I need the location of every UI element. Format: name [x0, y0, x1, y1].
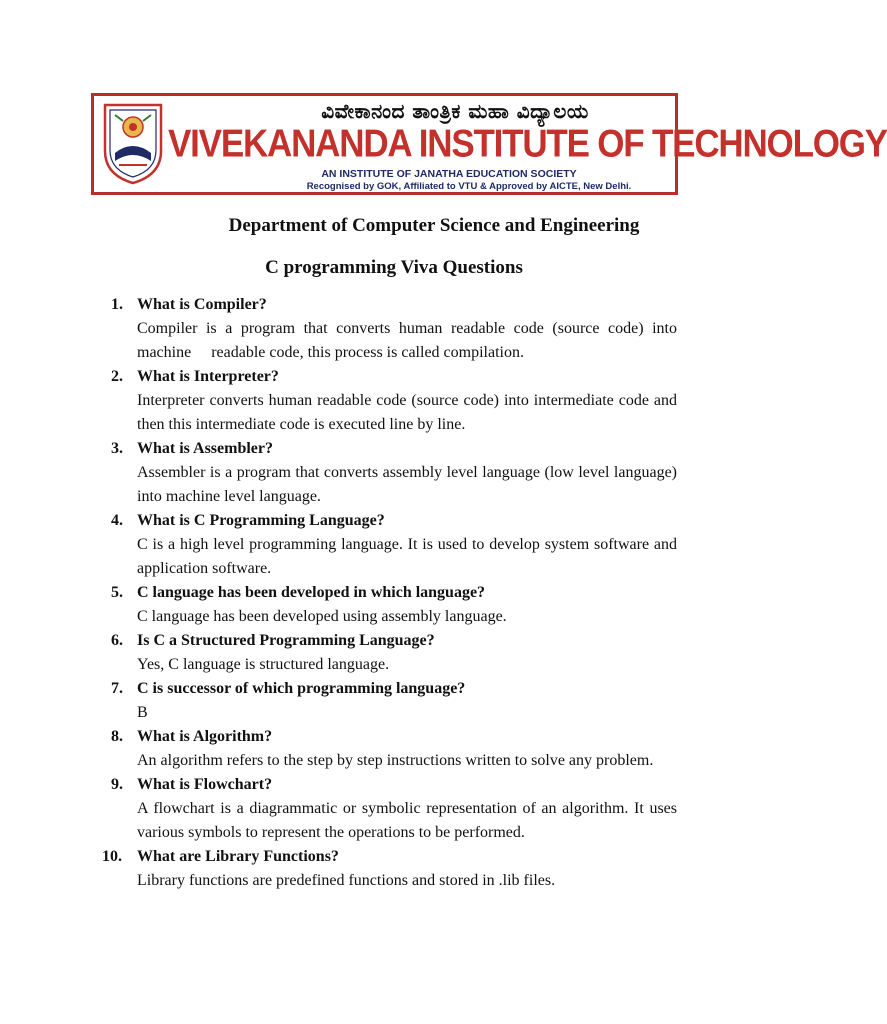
answer-text: Interpreter converts human readable code (source code) into intermediate code and then this intermediate code is executed line by line.	[137, 392, 677, 433]
question-number: 1.	[111, 296, 123, 313]
question-item	[111, 437, 677, 509]
question-item	[102, 845, 677, 893]
question-text: What is C Programming Language?	[137, 512, 385, 529]
question-text: What is Algorithm?	[137, 728, 273, 745]
question-number: 4.	[111, 512, 123, 529]
question-item	[111, 773, 677, 845]
question	[111, 509, 677, 533]
question	[111, 437, 677, 461]
answer-text: An algorithm refers to the step by step instructions written to solve any problem.	[137, 752, 654, 769]
banner-divider	[94, 192, 675, 195]
question	[111, 773, 677, 797]
institute-recognition: Recognised by GOK, Affiliated to VTU & Approved by AICTE, New Delhi.	[306, 181, 632, 192]
institute-society: AN INSTITUTE OF JANATHA EDUCATION SOCIETY	[321, 168, 577, 180]
question	[111, 677, 677, 701]
document-title: C programming Viva Questions	[265, 257, 523, 278]
question	[102, 845, 677, 869]
institute-logo-icon	[101, 101, 165, 185]
question-text: What is Flowchart?	[137, 776, 273, 793]
answer-text: A flowchart is a diagrammatic or symbolic representation of an algorithm. It uses various symbols to represent the operations to be performed.	[137, 800, 677, 841]
question-list	[102, 293, 681, 893]
question-text: What is Interpreter?	[137, 368, 279, 385]
answer-text: Assembler is a program that converts assembly level language (low level language) into machine level language.	[137, 464, 677, 505]
question-item	[111, 725, 677, 773]
question	[111, 293, 677, 317]
question-number: 8.	[111, 728, 123, 745]
question-text: Is C a Structured Programming Language?	[137, 632, 435, 649]
answer-text: C is a high level programming language. It is used to develop system software and application software.	[137, 536, 677, 577]
question	[111, 581, 677, 605]
question-text: What is Assembler?	[137, 440, 273, 457]
question-number: 5.	[111, 584, 123, 601]
answer-text: B	[137, 704, 148, 721]
question-item	[111, 293, 681, 365]
answer-text: Compiler is a program that converts human readable code (source code) into machine readable code, this process is called compilation.	[137, 320, 681, 361]
answer-text: Yes, C language is structured language.	[137, 656, 390, 673]
question-number: 2.	[111, 368, 123, 385]
question-item	[111, 365, 677, 437]
question-item	[111, 677, 677, 725]
question-number: 10.	[102, 848, 122, 865]
question-text: What are Library Functions?	[137, 848, 339, 865]
question	[111, 629, 677, 653]
department-heading: Department of Computer Science and Engineering	[228, 215, 640, 236]
kannada-institute-name: ವಿವೇಕಾನಂದ ತಾಂತ್ರಿಕ ಮಹಾ ವಿದ್ಯಾಲಯ	[321, 99, 589, 123]
answer-text: Library functions are predefined functions and stored in .lib files.	[137, 872, 556, 889]
question	[111, 365, 677, 389]
question-number: 6.	[111, 632, 123, 649]
institute-banner	[91, 93, 887, 195]
answer-text: C language has been developed using assembly language.	[137, 608, 507, 625]
question-text: What is Compiler?	[137, 296, 267, 313]
question-number: 9.	[111, 776, 123, 793]
institute-name: VIVEKANANDA INSTITUTE OF TECHNOLOGY	[168, 122, 887, 166]
question-item	[111, 629, 677, 677]
question-text: C language has been developed in which language?	[137, 584, 486, 601]
question-item	[111, 509, 677, 581]
question-text: C is successor of which programming language?	[137, 680, 466, 697]
question	[111, 725, 677, 749]
question-number: 7.	[111, 680, 123, 697]
question-number: 3.	[111, 440, 123, 457]
question-item	[111, 581, 677, 629]
